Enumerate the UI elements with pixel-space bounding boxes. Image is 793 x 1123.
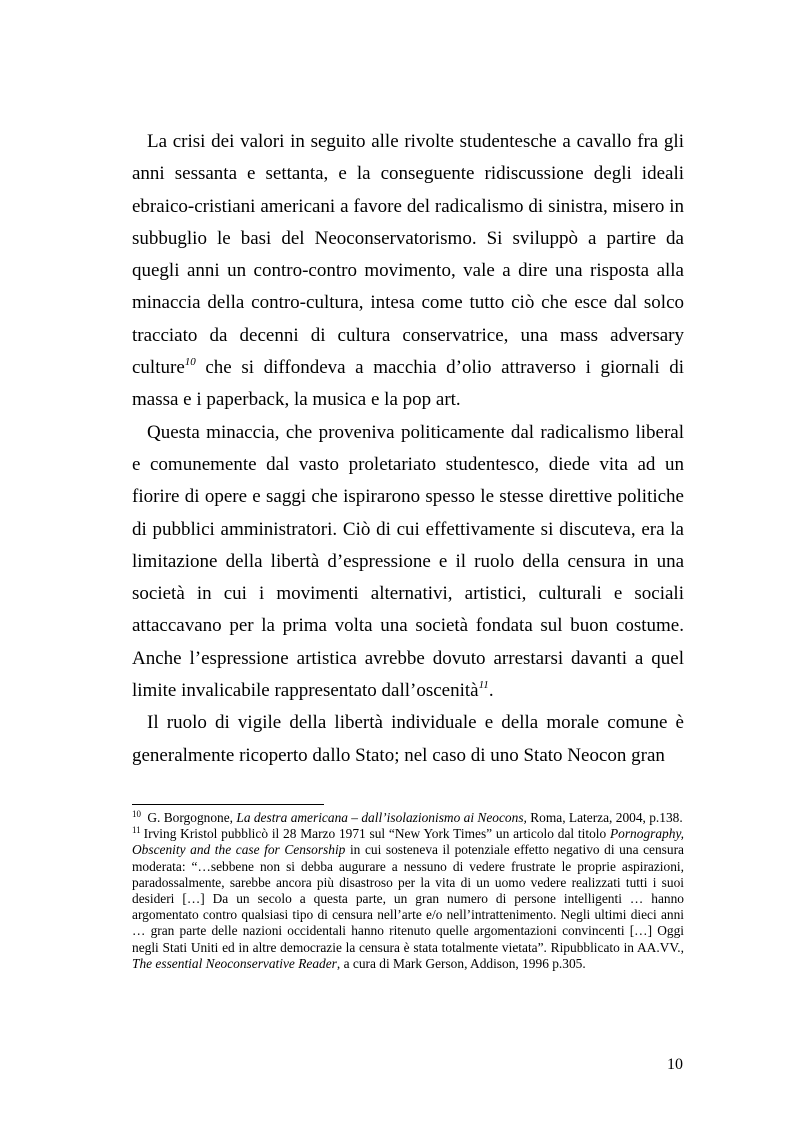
paragraph-2-text-cont: . [488,680,494,702]
paragraph-1-text-cont: che si diffondeva a macchia d’olio attraverso i giornali di massa e i paperback, la musica e la pop art. [132,357,684,411]
paragraph-2-text: Questa minaccia, che proveniva politicamente dal radicalismo liberal e comunemente dal vasto proletariato studentesco, diede vita ad un fiorire di opere e saggi che ispirarono spesso le stesse direttive politiche di pubblici amministratori. Ciò di cui effettivamente si discuteva, era la limitazione della libertà d’espressione e il ruolo della censura in una società in cui i movimenti alternativi, artistici, culturali e sociali attaccavano per la prima volta una società fondata sul buon costume. Anche l’espressione artistica avrebbe dovuto arrestarsi davanti a quel limite invalicabile rappresentato dall’oscenità [132,421,684,702]
paragraph-1-text: La crisi dei valori in seguito alle rivolte studentesche a cavallo fra gli anni sessanta e settanta, e la conseguente ridiscussione degli ideali ebraico-cristiani americani a favore del radicalismo di sinistra, misero in subbuglio le basi del Neoconservatorismo. Si sviluppò a partire da quegli anni un contro-contro movimento, vale a dire una risposta alla minaccia della contro-cultura, intesa come tutto ciò che esce dal solco tracciato da decenni di cultura conservatrice, una mass adversary culture [132,131,684,379]
main-text [132,126,684,772]
paragraph-3: Il ruolo di vigile della libertà individuale e della morale comune è generalmente ricoperto dallo Stato; nel caso di uno Stato Neocon gran [132,712,684,766]
footnote-text: Roma, Laterza, 2004, p.138. [526,810,683,825]
footnotes [132,810,684,972]
paragraph-2 [132,417,684,708]
footnote-number: 10 [132,809,141,819]
footnote-text: Irving Kristol pubblicò il 28 Marzo 1971 sul “New York Times” un articolo dal titolo [143,826,610,842]
footnote-text: G. Borgognone, [144,810,237,825]
footnote-text: in cui sosteneva il potenziale effetto negativo di una censura moderata: “…sebbene non si debba augurare a nessuno di vedere frustrate le proprie aspirazioni, paradossalmente, sarebbe ancora più disastroso per la vita di un uomo vedere realizzati tutti i suoi desideri […] Da un secolo a questa parte, un gran numero di persone intelligenti … hanno argomentato contro qualsiasi tipo di censura nell’arte e/o nell’intrattenimento. Negli ultimi dieci anni … gran parte delle nazioni occidentali hanno ritenuto quelle argomentazioni convincenti […] Oggi negli Stati Uniti ed in altre democrazie la censura è stata totalmente vietata”. Ripubblicato in AA.VV., [132,842,684,955]
page-number: 10 [667,1056,683,1073]
paragraph-1 [132,126,684,417]
footnote-11 [132,826,684,972]
footnote-number: 11 [132,825,141,836]
footnote-text: , a cura di Mark Gerson, Addison, 1996 p.305. [336,955,586,971]
footnote-ref-11[interactable]: 11 [478,679,489,692]
footnote-title: The essential Neoconservative Reader [132,955,337,971]
footnote-separator [132,804,324,805]
footnote-title: Pornography, Obscenity and the case for Censorship [132,826,684,858]
footnote-ref-10[interactable]: 10 [184,356,196,369]
footnote-10 [132,810,684,826]
footnote-title: La destra americana – dall’isolazionismo ai Neocons, [236,810,527,825]
